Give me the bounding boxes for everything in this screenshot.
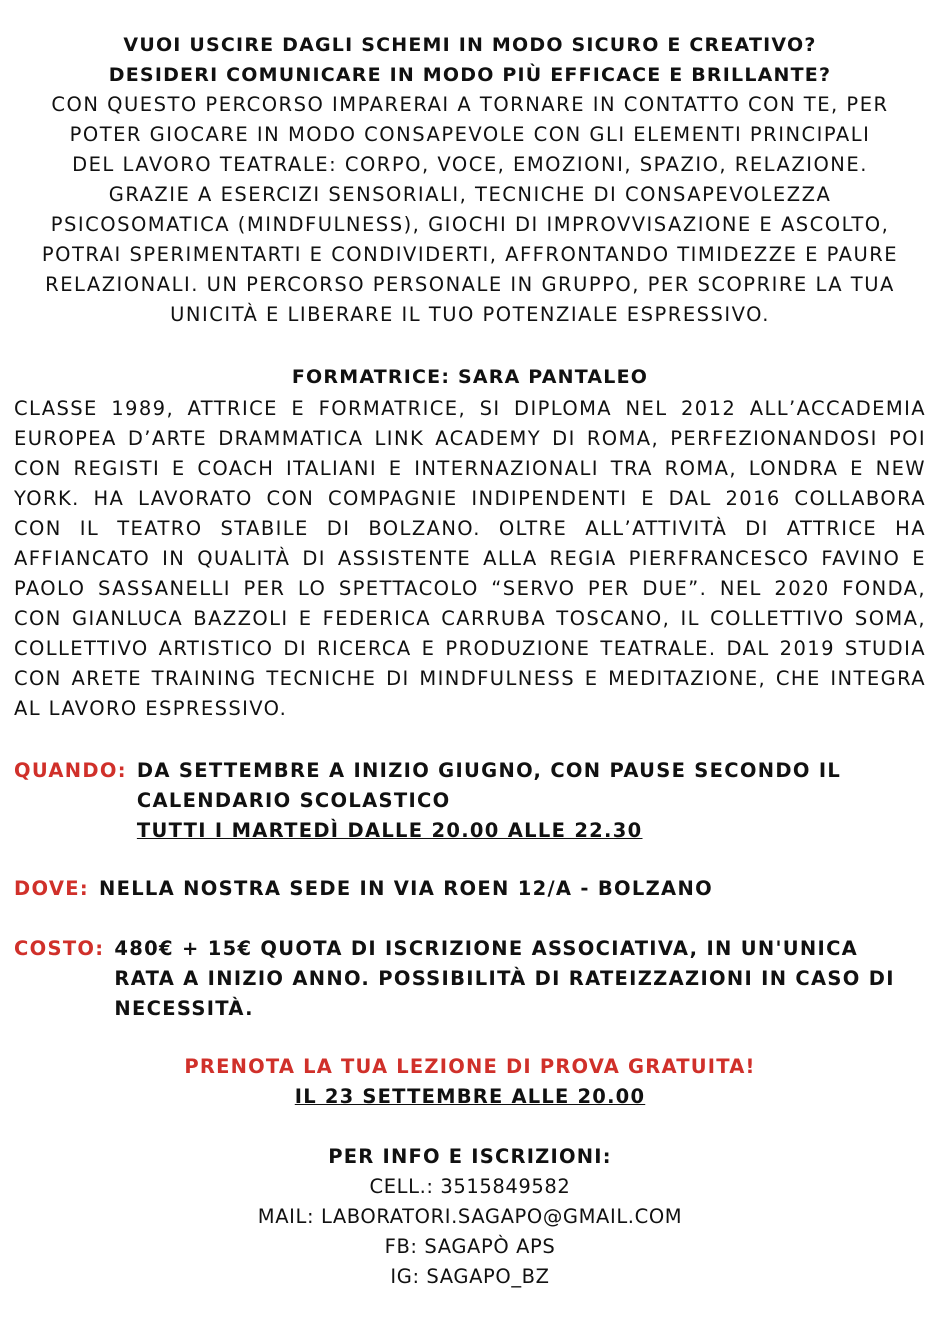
contact-instagram: IG: SAGAPO_BZ — [390, 1265, 550, 1288]
intro-line: DEL LAVORO TEATRALE: CORPO, VOCE, EMOZIONI, SPAZIO, RELAZIONE. — [72, 153, 868, 176]
where-address: NELLA NOSTRA SEDE IN VIA ROEN 12/A - BOLZANO — [98, 877, 713, 900]
intro-line: UNICITÀ E LIBERARE IL TUO POTENZIALE ESPRESSIVO. — [170, 303, 770, 326]
promo-section — [0, 1052, 940, 1112]
where-section — [14, 874, 713, 904]
headline-line-2: DESIDERI COMUNICARE IN MODO PIÙ EFFICACE E BRILLANTE? — [108, 64, 832, 86]
cost-value — [114, 934, 904, 1024]
when-value — [137, 756, 841, 846]
headline — [0, 30, 940, 90]
when-line-1: DA SETTEMBRE A INIZIO GIUGNO, CON PAUSE SECONDO IL — [136, 759, 842, 782]
intro-line: RELAZIONALI. UN PERCORSO PERSONALE IN GRUPPO, PER SCOPRIRE LA TUA — [45, 273, 895, 296]
trainer-bio: CLASSE 1989, ATTRICE E FORMATRICE, SI DIPLOMA NEL 2012 ALL’ACCADEMIA EUROPEA D’ARTE DRAMMATICA LINK ACADEMY DI ROMA, PERFEZIONANDOSI POI CON REGISTI E COACH ITALIANI E INTERNAZIONALI TRA ROMA, LONDRA E NEW YORK. HA LAVORATO CON COMPAGNIE INDIPENDENTI E DAL 2016 COLLABORA CON IL TEATRO STABILE DI BOLZANO. OLTRE ALL’ATTIVITÀ DI ATTRICE HA AFFIANCATO IN QUALITÀ DI ASSISTENTE ALLA REGIA PIERFRANCESCO FAVINO E PAOLO SASSANELLI PER LO SPETTACOLO “SERVO PER DUE”. NEL 2020 FONDA, CON GIANLUCA BAZZOLI E FEDERICA CARRUBA TOSCANO, IL COLLETTIVO SOMA, COLLETTIVO ARTISTICO DI RICERCA E PRODUZIONE TEATRALE. DAL 2019 STUDIA CON ARETE TRAINING TECNICHE DI MINDFULNESS E MEDITAZIONE, CHE INTEGRA AL LAVORO ESPRESSIVO. — [14, 397, 926, 720]
when-section — [14, 756, 841, 846]
promo-date: IL 23 SETTEMBRE ALLE 20.00 — [294, 1085, 646, 1108]
contacts-section — [0, 1142, 940, 1292]
when-line-2: CALENDARIO SCOLASTICO — [136, 789, 451, 812]
contact-phone: CELL.: 3515849582 — [369, 1175, 571, 1198]
cost-label: COSTO: — [14, 937, 105, 960]
when-label: QUANDO: — [14, 759, 127, 782]
intro-line: GRAZIE A ESERCIZI SENSORIALI, TECNICHE DI CONSAPEVOLEZZA — [108, 183, 832, 206]
cost-section — [14, 934, 904, 1024]
intro-line: POTRAI SPERIMENTARTI E CONDIVIDERTI, AFFRONTANDO TIMIDEZZE E PAURE — [41, 243, 899, 266]
where-label: DOVE: — [14, 877, 89, 900]
contact-facebook: FB: SAGAPÒ APS — [384, 1235, 556, 1258]
intro-line: CON QUESTO PERCORSO IMPARERAI A TORNARE IN CONTATTO CON TE, PER — [51, 93, 889, 116]
intro-line: POTER GIOCARE IN MODO CONSAPEVOLE CON GLI ELEMENTI PRINCIPALI — [69, 123, 871, 146]
trainer-title: FORMATRICE: SARA PANTALEO — [291, 366, 649, 388]
headline-line-1: VUOI USCIRE DAGLI SCHEMI IN MODO SICURO E CREATIVO? — [123, 34, 817, 56]
cost-text: 480€ + 15€ QUOTA DI ISCRIZIONE ASSOCIATIVA, IN UN'UNICA RATA A INIZIO ANNO. POSSIBILITÀ DI RATEIZZAZIONI IN CASO DI NECESSITÀ. — [114, 937, 895, 1020]
contact-email: MAIL: LABORATORI.SAGAPO@GMAIL.COM — [257, 1205, 683, 1228]
intro-line: PSICOSOMATICA (MINDFULNESS), GIOCHI DI IMPROVVISAZIONE E ASCOLTO, — [50, 213, 890, 236]
contacts-title: PER INFO E ISCRIZIONI: — [328, 1145, 612, 1168]
promo-cta: PRENOTA LA TUA LEZIONE DI PROVA GRATUITA! — [184, 1055, 756, 1078]
where-value — [99, 874, 713, 904]
when-schedule: TUTTI I MARTEDÌ DALLE 20.00 ALLE 22.30 — [136, 819, 643, 842]
intro-paragraph — [10, 90, 930, 330]
